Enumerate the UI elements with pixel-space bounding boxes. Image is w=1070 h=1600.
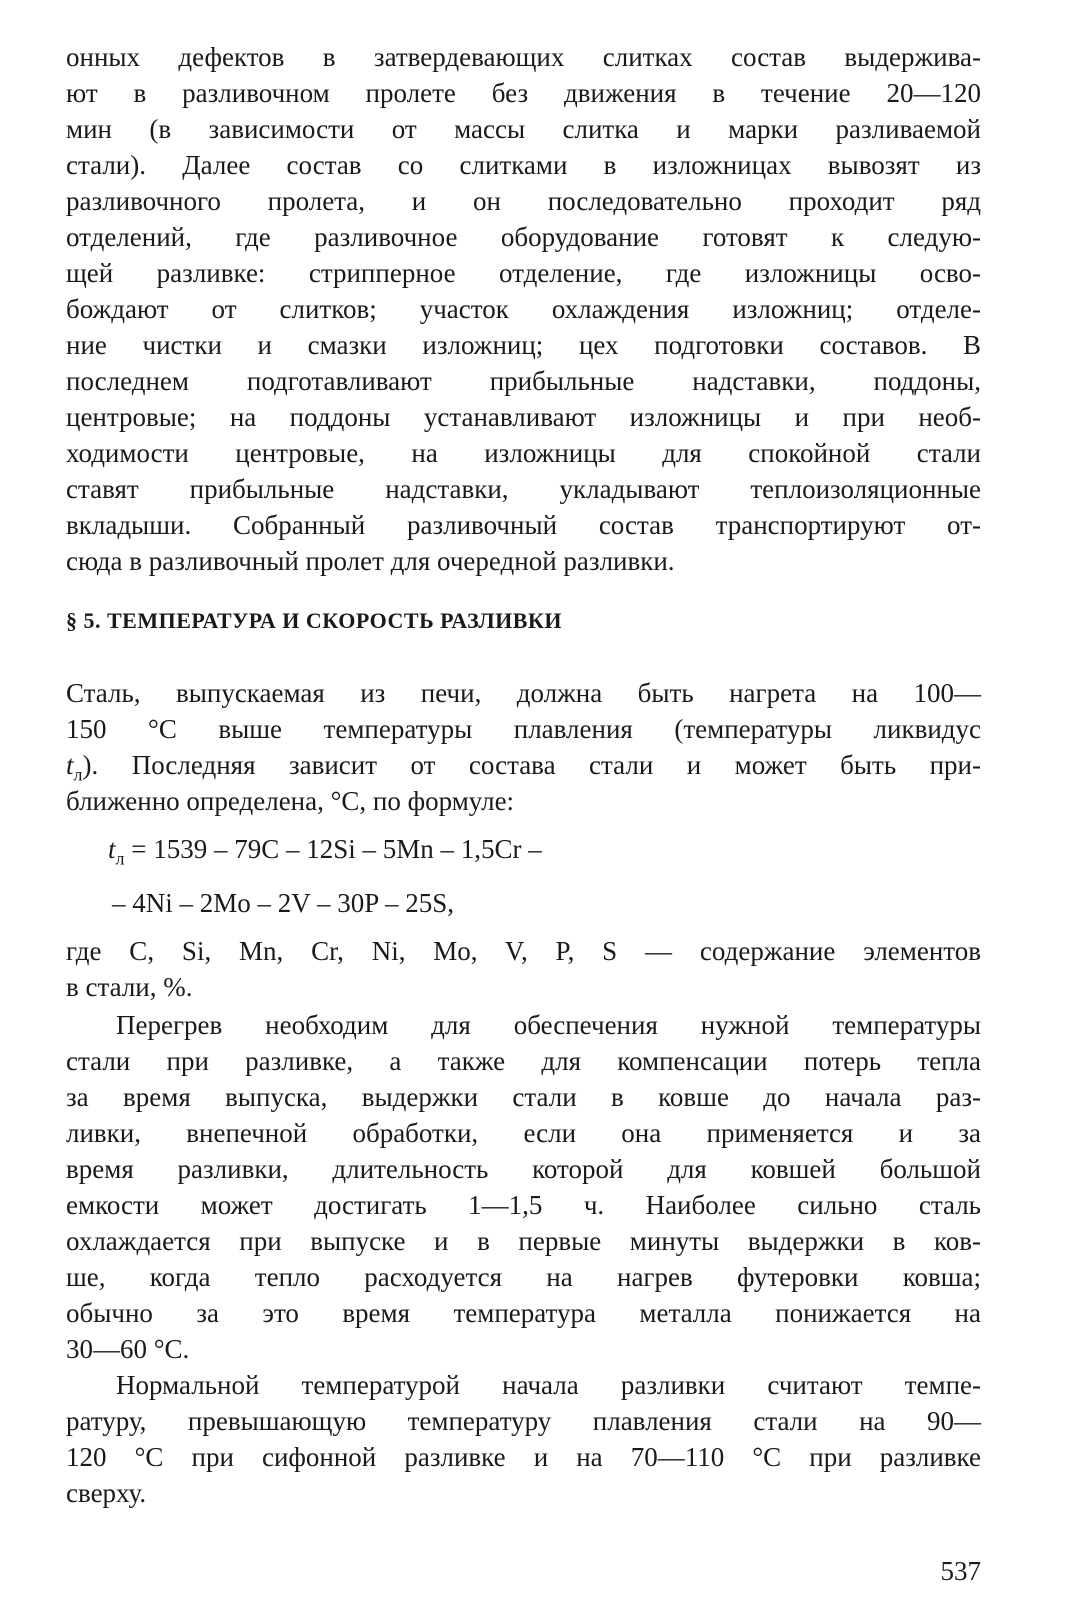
- section-heading: § 5. ТЕМПЕРАТУРА И СКОРОСТЬ РАЗЛИВКИ: [66, 608, 562, 633]
- text-line: Перегрев необходим для обеспечения нужной температуры: [116, 1010, 981, 1040]
- liquidus-subscript: л: [73, 764, 83, 785]
- text-line: стали). Далее состав со слитками в изложницах вывозят из: [66, 150, 981, 180]
- text-span: ). Последняя зависит от состава стали и может быть при-: [82, 750, 981, 780]
- text-line: в стали, %.: [66, 972, 193, 1002]
- text-line: стали при разливке, а также для компенсации потерь тепла: [66, 1046, 981, 1076]
- text-line: ратуру, превышающую температуру плавления стали на 90—: [66, 1406, 981, 1436]
- text-line: Сталь, выпускаемая из печи, должна быть нагрета на 100—: [66, 678, 981, 708]
- text-line: вкладыши. Собранный разливочный состав транспортируют от-: [66, 510, 981, 540]
- text-line: центровые; на поддоны устанавливают изложницы и при необ-: [66, 402, 981, 432]
- text-line: обычно за это время температура металла понижается на: [66, 1298, 981, 1328]
- text-line: за время выпуска, выдержки стали в ковше до начала раз-: [66, 1082, 981, 1112]
- text-line: охлаждается при выпуске и в первые минуты выдержки в ков-: [66, 1226, 981, 1256]
- text-line: где C, Si, Mn, Cr, Ni, Mo, V, P, S — содержание элементов: [66, 936, 981, 966]
- text-line: отделений, где разливочное оборудование готовят к следую-: [66, 222, 981, 252]
- text-line: ние чистки и смазки изложниц; цех подготовки составов. В: [66, 330, 981, 360]
- text-line: сверху.: [66, 1478, 147, 1508]
- text-line: последнем подготавливают прибыльные надставки, поддоны,: [66, 366, 981, 396]
- text-line: емкости может достигать 1—1,5 ч. Наиболее сильно сталь: [66, 1190, 981, 1220]
- text-line: ют в разливочном пролете без движения в течение 20—120: [66, 78, 981, 108]
- text-line: 30—60 °С.: [66, 1334, 190, 1364]
- text-line: 150 °С выше температуры плавления (температуры ликвидус: [66, 714, 981, 744]
- text-line: онных дефектов в затвердевающих слитках состав выдержива-: [66, 42, 981, 72]
- text-line-with-symbol: [66, 748, 981, 785]
- formula-subscript: л: [115, 848, 125, 869]
- text-line: сюда в разливочный пролет для очередной разливки.: [66, 546, 675, 576]
- formula-line-2: – 4Ni – 2Mo – 2V – 30P – 25S,: [112, 888, 455, 918]
- formula-expression: = 1539 – 79C – 12Si – 5Mn – 1,5Cr –: [124, 834, 542, 864]
- text-line: ставят прибыльные надставки, укладывают теплоизоляционные: [66, 474, 981, 504]
- text-line: 120 °С при сифонной разливке и на 70—110 °С при разливке: [66, 1442, 981, 1472]
- book-page: [66, 40, 981, 1586]
- text-line: время разливки, длительность которой для ковшей большой: [66, 1154, 981, 1184]
- liquidus-symbol: t: [66, 750, 74, 780]
- formula-variable: t: [108, 834, 116, 864]
- text-line: Нормальной температурой начала разливки считают темпе-: [116, 1370, 981, 1400]
- text-line: щей разливке: стрипперное отделение, где изложницы осво-: [66, 258, 981, 288]
- text-line: бождают от слитков; участок охлаждения изложниц; отделе-: [66, 294, 981, 324]
- text-line: мин (в зависимости от массы слитка и марки разливаемой: [66, 114, 981, 144]
- text-line: ше, когда тепло расходуется на нагрев футеровки ковша;: [66, 1262, 981, 1292]
- formula-line-1: [108, 832, 542, 875]
- page-number: 537: [940, 1556, 981, 1586]
- text-line: ближенно определена, °С, по формуле:: [66, 786, 515, 816]
- text-line: разливочного пролета, и он последовательно проходит ряд: [66, 186, 981, 216]
- text-line: ливки, внепечной обработки, если она применяется и за: [66, 1118, 981, 1148]
- text-line: ходимости центровые, на изложницы для спокойной стали: [66, 438, 981, 468]
